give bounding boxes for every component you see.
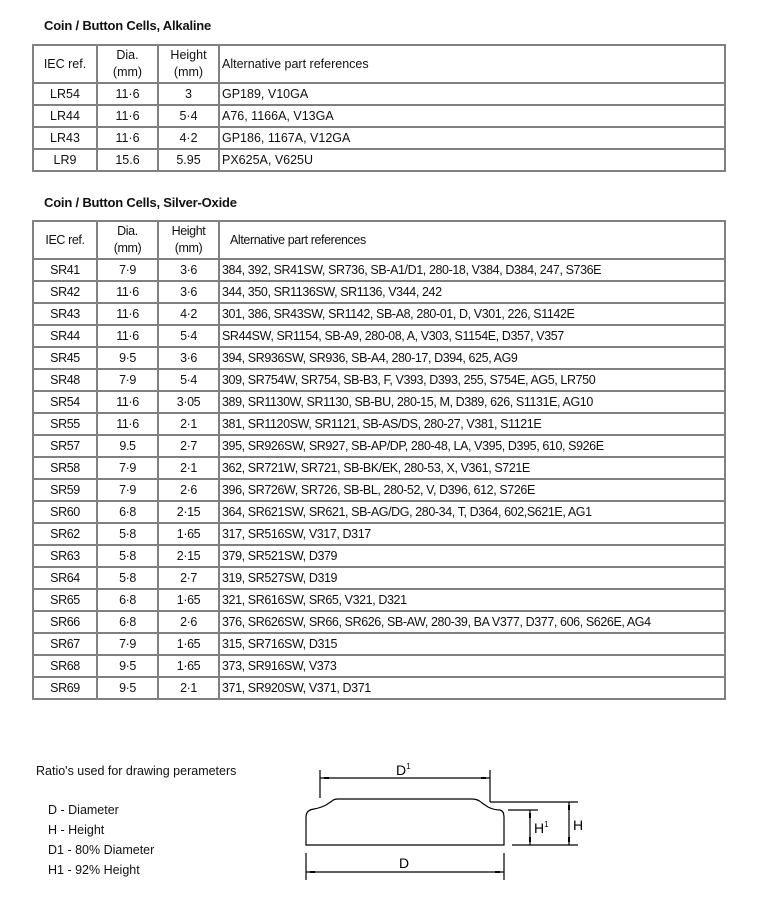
drawing-notes <box>36 764 236 880</box>
cell-alt-refs: 389, SR1130W, SR1130, SB-BU, 280-15, M, D389, 626, S1131E, AG10 <box>219 391 725 413</box>
header-height: Height (mm) <box>158 45 219 83</box>
alkaline-title: Coin / Button Cells, Alkaline <box>44 18 212 33</box>
cell-alt-refs: 317, SR516SW, V317, D317 <box>219 523 725 545</box>
cell-iec-ref: SR48 <box>33 369 97 391</box>
cell-alt-refs: 315, SR716SW, D315 <box>219 633 725 655</box>
header-alt-refs: Alternative part references <box>219 45 725 83</box>
silver-oxide-title: Coin / Button Cells, Silver-Oxide <box>44 195 237 210</box>
table-row <box>33 413 725 435</box>
cell-alt-refs: PX625A, V625U <box>219 149 725 171</box>
table-row <box>33 655 725 677</box>
cell-iec-ref: SR62 <box>33 523 97 545</box>
cell-alt-refs: 394, SR936SW, SR936, SB-A4, 280-17, D394, 625, AG9 <box>219 347 725 369</box>
cell-diameter: 11·6 <box>97 391 158 413</box>
cell-alt-refs: 396, SR726W, SR726, SB-BL, 280-52, V, D396, 612, S726E <box>219 479 725 501</box>
header-diameter: Dia. (mm) <box>97 221 158 259</box>
table-row <box>33 501 725 523</box>
cell-alt-refs: 381, SR1120SW, SR1121, SB-AS/DS, 280-27, V381, S1121E <box>219 413 725 435</box>
legend-item: H - Height <box>48 823 105 837</box>
cell-iec-ref: SR64 <box>33 567 97 589</box>
cell-diameter: 11·6 <box>97 105 158 127</box>
cell-iec-ref: SR42 <box>33 281 97 303</box>
cell-iec-ref: SR68 <box>33 655 97 677</box>
cell-alt-refs: 364, SR621SW, SR621, SB-AG/DG, 280-34, T, D364, 602,S621E, AG1 <box>219 501 725 523</box>
cell-diameter: 11·6 <box>97 413 158 435</box>
table-row <box>33 281 725 303</box>
cell-diameter: 5·8 <box>97 545 158 567</box>
table-header-row <box>33 221 725 259</box>
cell-iec-ref: SR60 <box>33 501 97 523</box>
legend-item: D1 - 80% Diameter <box>48 843 155 857</box>
cell-height: 1·65 <box>158 589 219 611</box>
cell-diameter: 7·9 <box>97 479 158 501</box>
table-row <box>33 611 725 633</box>
cell-iec-ref: SR63 <box>33 545 97 567</box>
notes-legend <box>48 800 236 880</box>
cell-diameter: 11·6 <box>97 281 158 303</box>
cell-diameter: 7·9 <box>97 633 158 655</box>
cell-alt-refs: 344, 350, SR1136SW, SR1136, V344, 242 <box>219 281 725 303</box>
cell-iec-ref: SR54 <box>33 391 97 413</box>
cell-height: 3·6 <box>158 259 219 281</box>
cell-iec-ref: LR54 <box>33 83 97 105</box>
table-row <box>33 347 725 369</box>
table-row <box>33 127 725 149</box>
cell-dimension-diagram <box>290 750 590 900</box>
cell-alt-refs: GP186, 1167A, V12GA <box>219 127 725 149</box>
cell-alt-refs: 362, SR721W, SR721, SB-BK/EK, 280-53, X, V361, S721E <box>219 457 725 479</box>
cell-alt-refs: 319, SR527SW, D319 <box>219 567 725 589</box>
cell-height: 3·6 <box>158 347 219 369</box>
cell-outline <box>306 799 504 845</box>
cell-iec-ref: SR41 <box>33 259 97 281</box>
cell-diameter: 11·6 <box>97 303 158 325</box>
cell-height: 2·7 <box>158 567 219 589</box>
cell-height: 4·2 <box>158 127 219 149</box>
cell-diameter: 6·8 <box>97 501 158 523</box>
header-alt-refs: Alternative part references <box>219 221 725 259</box>
table-row <box>33 545 725 567</box>
cell-height: 1·65 <box>158 655 219 677</box>
cell-height: 5·4 <box>158 369 219 391</box>
cell-iec-ref: SR66 <box>33 611 97 633</box>
table-row <box>33 457 725 479</box>
d-label: D <box>399 855 410 871</box>
cell-alt-refs: GP189, V10GA <box>219 83 725 105</box>
cell-height: 2·1 <box>158 677 219 699</box>
cell-height: 2·6 <box>158 479 219 501</box>
cell-diameter: 15.6 <box>97 149 158 171</box>
cell-iec-ref: SR43 <box>33 303 97 325</box>
table-header-row <box>33 45 725 83</box>
legend-item: D - Diameter <box>48 803 119 817</box>
cell-diameter: 9·5 <box>97 655 158 677</box>
cell-diameter: 11·6 <box>97 127 158 149</box>
cell-alt-refs: 371, SR920SW, V371, D371 <box>219 677 725 699</box>
table-row <box>33 259 725 281</box>
cell-height: 5.95 <box>158 149 219 171</box>
cell-diameter: 6·8 <box>97 589 158 611</box>
cell-iec-ref: LR43 <box>33 127 97 149</box>
cell-height: 2·1 <box>158 413 219 435</box>
cell-iec-ref: SR55 <box>33 413 97 435</box>
cell-alt-refs: SR44SW, SR1154, SB-A9, 280-08, A, V303, S1154E, D357, V357 <box>219 325 725 347</box>
cell-diameter: 11·6 <box>97 325 158 347</box>
table-row <box>33 105 725 127</box>
cell-height: 2·1 <box>158 457 219 479</box>
h-label: H <box>573 817 584 833</box>
cell-iec-ref: SR65 <box>33 589 97 611</box>
cell-height: 3 <box>158 83 219 105</box>
legend-item: H1 - 92% Height <box>48 863 140 877</box>
cell-diameter: 6·8 <box>97 611 158 633</box>
cell-iec-ref: SR58 <box>33 457 97 479</box>
cell-height: 3·6 <box>158 281 219 303</box>
table-row <box>33 391 725 413</box>
cell-height: 2·7 <box>158 435 219 457</box>
cell-iec-ref: SR69 <box>33 677 97 699</box>
table-row <box>33 369 725 391</box>
header-iec-ref: IEC ref. <box>33 45 97 83</box>
table-row <box>33 435 725 457</box>
table-row <box>33 83 725 105</box>
cell-iec-ref: SR44 <box>33 325 97 347</box>
table-row <box>33 479 725 501</box>
notes-heading: Ratio's used for drawing perameters <box>36 764 237 778</box>
h1-label: $H^1$ <box>534 820 549 836</box>
cell-height: 3·05 <box>158 391 219 413</box>
cell-iec-ref: SR45 <box>33 347 97 369</box>
cell-alt-refs: 301, 386, SR43SW, SR1142, SB-A8, 280-01, D, V301, 226, S1142E <box>219 303 725 325</box>
header-diameter: Dia. (mm) <box>97 45 158 83</box>
cell-height: 4·2 <box>158 303 219 325</box>
table-row <box>33 523 725 545</box>
cell-height: 2·6 <box>158 611 219 633</box>
cell-alt-refs: A76, 1166A, V13GA <box>219 105 725 127</box>
cell-height: 5·4 <box>158 325 219 347</box>
table-row <box>33 633 725 655</box>
cell-diameter: 9·5 <box>97 347 158 369</box>
cell-diameter: 5·8 <box>97 523 158 545</box>
cell-iec-ref: SR67 <box>33 633 97 655</box>
table-row <box>33 303 725 325</box>
cell-diameter: 9.5 <box>97 435 158 457</box>
cell-diameter: 5·8 <box>97 567 158 589</box>
header-height: Height (mm) <box>158 221 219 259</box>
cell-height: 1·65 <box>158 633 219 655</box>
cell-diameter: 9·5 <box>97 677 158 699</box>
cell-alt-refs: 395, SR926SW, SR927, SB-AP/DP, 280-48, LA, V395, D395, 610, S926E <box>219 435 725 457</box>
cell-alt-refs: 309, SR754W, SR754, SB-B3, F, V393, D393, 255, S754E, AG5, LR750 <box>219 369 725 391</box>
cell-iec-ref: SR57 <box>33 435 97 457</box>
silver-oxide-table <box>32 220 726 700</box>
cell-alt-refs: 373, SR916SW, V373 <box>219 655 725 677</box>
cell-alt-refs: 321, SR616SW, SR65, V321, D321 <box>219 589 725 611</box>
cell-alt-refs: 379, SR521SW, D379 <box>219 545 725 567</box>
cell-height: 5·4 <box>158 105 219 127</box>
cell-diameter: 7·9 <box>97 457 158 479</box>
table-row <box>33 677 725 699</box>
cell-iec-ref: SR59 <box>33 479 97 501</box>
cell-diameter: 7·9 <box>97 369 158 391</box>
table-row <box>33 567 725 589</box>
cell-alt-refs: 384, 392, SR41SW, SR736, SB-A1/D1, 280-18, V384, D384, 247, S736E <box>219 259 725 281</box>
alkaline-table <box>32 44 726 172</box>
cell-height: 1·65 <box>158 523 219 545</box>
cell-iec-ref: LR9 <box>33 149 97 171</box>
cell-iec-ref: LR44 <box>33 105 97 127</box>
header-iec-ref: IEC ref. <box>33 221 97 259</box>
cell-diameter: 11·6 <box>97 83 158 105</box>
d1-label: $D^1$ <box>396 762 411 778</box>
cell-height: 2·15 <box>158 545 219 567</box>
table-row <box>33 325 725 347</box>
cell-alt-refs: 376, SR626SW, SR66, SR626, SB-AW, 280-39, BA V377, D377, 606, S626E, AG4 <box>219 611 725 633</box>
cell-diameter: 7·9 <box>97 259 158 281</box>
table-row <box>33 149 725 171</box>
table-row <box>33 589 725 611</box>
cell-height: 2·15 <box>158 501 219 523</box>
